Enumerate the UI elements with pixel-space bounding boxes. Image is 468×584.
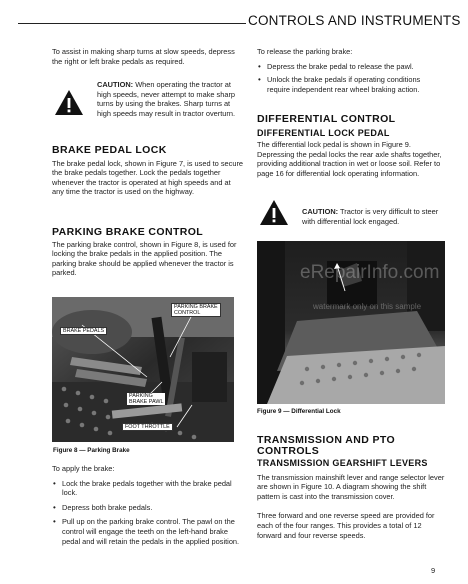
intro-paragraph: To assist in making sharp turns at slow speeds, depress the right or left brake pedals as required. — [52, 47, 235, 66]
release-brake-section — [257, 47, 445, 94]
apply-brake-section — [52, 464, 244, 546]
warning-icon — [259, 199, 289, 226]
section-heading: BRAKE PEDAL LOCK — [52, 144, 167, 156]
release-step: • Depress the brake pedal to release the pawl. — [257, 62, 445, 72]
section-text: The transmission mainshift lever and range selector lever are shown in Figure 10. A diagram showing the shift pattern is cast into the transmission cover. — [257, 472, 445, 501]
section-subheading: TRANSMISSION GEARSHIFT LEVERS — [257, 458, 428, 468]
apply-intro: To apply the brake: — [52, 464, 115, 473]
brake-pedal-lock-section — [52, 146, 244, 197]
section-heading: PARKING BRAKE CONTROL — [52, 226, 204, 238]
release-step: • Unlock the brake pedals if operating conditions require independent rear wheel braking action. — [257, 75, 445, 94]
caution-note-differential — [302, 207, 445, 226]
header-rule — [18, 23, 246, 24]
caution-label: CAUTION: — [302, 207, 339, 216]
parking-brake-section — [52, 228, 244, 278]
section-text: Three forward and one reverse speed are provided for each of the four ranges. This provides a total of 12 forward and four reverse speeds. — [257, 511, 435, 540]
callout-parking-brake-pawl: PARKING BRAKE PAWL — [129, 393, 164, 405]
caution-text: Tractor is very difficult to steer with differential lock engaged. — [302, 207, 439, 226]
release-intro: To release the parking brake: — [257, 47, 353, 56]
watermark-site: eRepairInfo.com — [300, 262, 440, 283]
figure-9-caption: Figure 9 — Differential Lock — [257, 408, 341, 415]
figure-8-caption: Figure 8 — Parking Brake — [53, 447, 130, 454]
caution-text: When operating the tractor at high speeds, never attempt to make sharp turns by using the brakes. Sharp turns at high speeds may result in tractor overturn. — [97, 80, 236, 118]
section-text: The differential lock pedal is shown in Figure 9. Depressing the pedal locks the rear axle shafts together, providing additional traction in wet or loose soil. Refer to page 16 for differential lock operating information. — [257, 140, 442, 178]
callout-brake-pedals: BRAKE PEDALS — [60, 327, 107, 335]
transmission-section — [257, 435, 445, 540]
differential-section — [257, 115, 445, 179]
section-text: The parking brake control, shown in Figure 8, is used for locking the brake pedals in the applied position. The parking brake should be applied whenever the tractor is parked. — [52, 239, 237, 278]
callout-parking-brake-control: PARKING BRAKE CONTROL — [171, 303, 221, 317]
apply-step: • Depress both brake pedals. — [52, 503, 244, 513]
section-heading: TRANSMISSION AND PTO CONTROLS — [257, 434, 396, 457]
caution-note-brakes — [97, 80, 243, 118]
section-heading: DIFFERENTIAL CONTROL — [257, 113, 396, 125]
apply-step: • Lock the brake pedals together with the brake pedal lock. — [52, 479, 244, 498]
warning-icon — [54, 89, 84, 116]
page-number: 9 — [431, 566, 436, 575]
watermark-note: watermark only on this sample — [313, 302, 422, 311]
caution-label: CAUTION: — [97, 80, 134, 89]
page-title: CONTROLS AND INSTRUMENTS — [248, 13, 461, 28]
apply-step: • Pull up on the parking brake control. The pawl on the control will engage the teeth on the left-hand brake pedal and will retain the pedals in the applied position. — [52, 517, 244, 546]
section-text: The brake pedal lock, shown in Figure 7, is used to secure the brake pedals together. Lock the pedals together whenever the tractor is operated at high speeds and at any time the tractor is used on the highway. — [52, 158, 244, 197]
section-subheading: DIFFERENTIAL LOCK PEDAL — [257, 127, 390, 138]
figure-8-photo — [52, 297, 234, 442]
callout-foot-throttle: FOOT THROTTLE — [122, 423, 173, 431]
